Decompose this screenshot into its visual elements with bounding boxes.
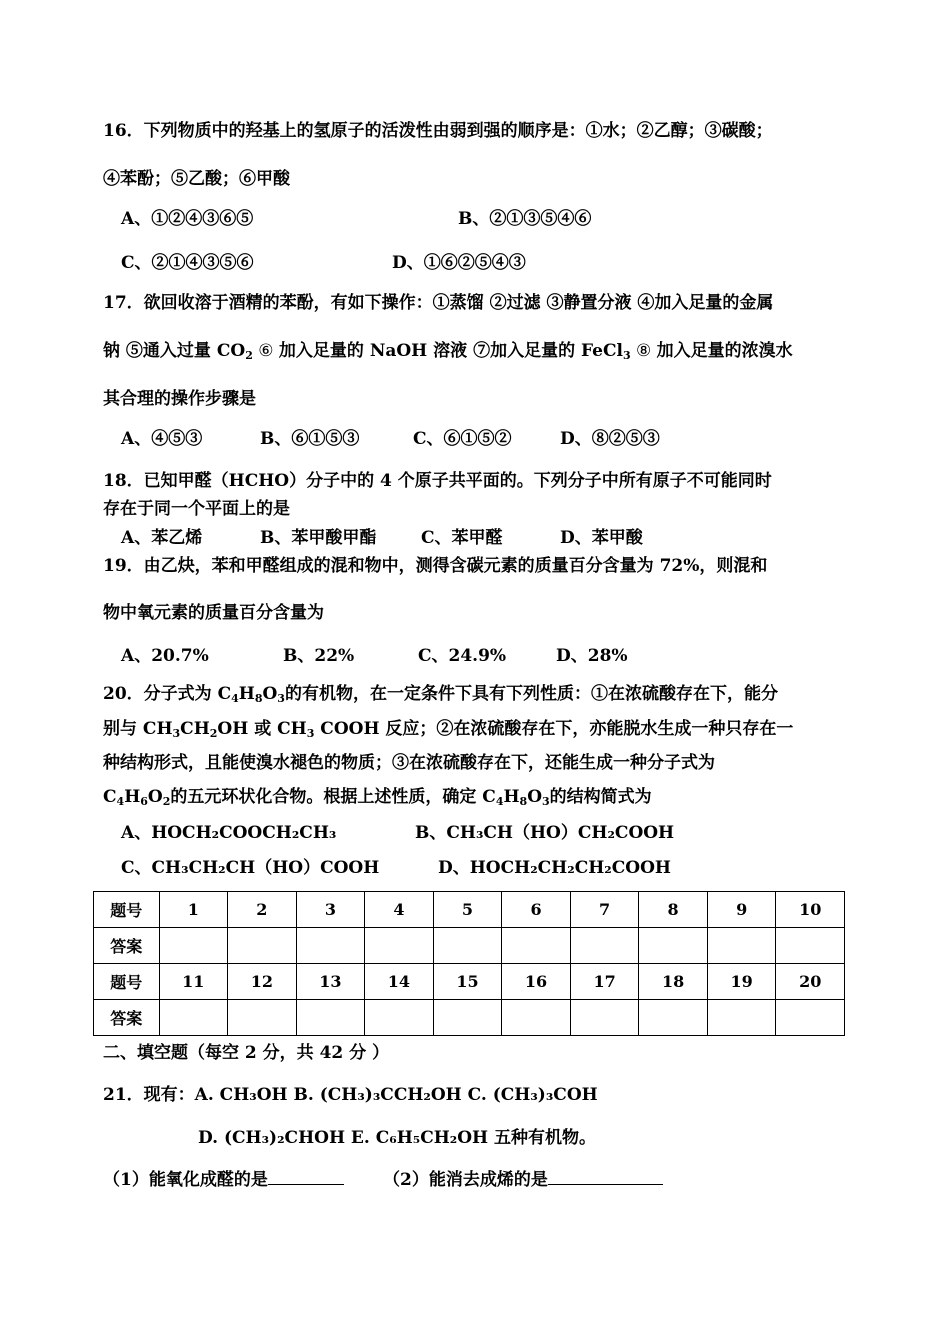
answer-cell[interactable]: [159, 1000, 228, 1036]
answer-cell[interactable]: [433, 928, 502, 964]
number-cell: 19: [707, 964, 776, 1000]
answer-cell[interactable]: [707, 928, 776, 964]
q20-line3: 种结构形式，且能使溴水褪色的物质；③在浓硫酸存在下，还能生成一种分子式为: [103, 753, 715, 773]
q16-option-b: B、②①③⑤④⑥: [458, 209, 592, 229]
header-cell: 答案: [94, 928, 160, 964]
q16-line2: ④苯酚；⑤乙酸；⑥甲酸: [103, 169, 290, 189]
q16-option-d: D、①⑥②⑤④③: [392, 253, 526, 273]
number-cell: 6: [502, 892, 571, 928]
answer-cell[interactable]: [639, 928, 708, 964]
blank-1[interactable]: [268, 1168, 344, 1185]
answer-cell[interactable]: [776, 928, 845, 964]
q16-line1: 16．下列物质中的羟基上的氢原子的活泼性由弱到强的顺序是：①水；②乙醇；③碳酸；: [103, 121, 773, 141]
table-row-numbers-1: [94, 892, 845, 928]
number-cell: 1: [159, 892, 228, 928]
number-cell: 16: [502, 964, 571, 1000]
answer-cell[interactable]: [296, 1000, 365, 1036]
q21-line1: 21．现有：A. CH₃OH B. (CH₃)₃CCH₂OH C. (CH₃)₃COH: [103, 1085, 598, 1105]
q21-line2: D. (CH₃)₂CHOH E. C₆H₅CH₂OH 五种有机物。: [198, 1128, 597, 1148]
table-row-answers-1: [94, 928, 845, 964]
answer-cell[interactable]: [776, 1000, 845, 1036]
q19-line2: 物中氧元素的质量百分含量为: [103, 603, 324, 623]
number-cell: 3: [296, 892, 365, 928]
answer-cell[interactable]: [502, 928, 571, 964]
q20-line1: 20．分子式为 $C_4H_8O_3$的有机物，在一定条件下具有下列性质：①在浓硫酸存在下，能分: [103, 684, 778, 705]
header-cell: 题号: [94, 964, 160, 1000]
q17-option-a: A、④⑤③: [121, 429, 203, 449]
header-cell: 题号: [94, 892, 160, 928]
q18-option-a: A、苯乙烯: [121, 528, 203, 548]
q18-line2: 存在于同一个平面上的是: [103, 499, 290, 519]
number-cell: 2: [228, 892, 297, 928]
number-cell: 4: [365, 892, 434, 928]
number-cell: 18: [639, 964, 708, 1000]
q21-sub1: （1）能氧化成醛的是: [103, 1168, 344, 1191]
q20-line4: $C_4H_6O_2$的五元环状化合物。根据上述性质，确定 $C_4H_8O_3$的结构简式为: [103, 787, 652, 808]
answer-cell[interactable]: [365, 1000, 434, 1036]
answer-cell[interactable]: [570, 928, 639, 964]
q19-option-b: B、22%: [283, 646, 355, 666]
q20-option-d: D、HOCH₂CH₂CH₂COOH: [438, 858, 671, 878]
q17-option-d: D、⑧②⑤③: [560, 429, 660, 449]
number-cell: 12: [228, 964, 297, 1000]
number-cell: 15: [433, 964, 502, 1000]
q19-line1: 19．由乙炔，苯和甲醛组成的混和物中，测得含碳元素的质量百分含量为 72%，则混和: [103, 556, 768, 576]
number-cell: 13: [296, 964, 365, 1000]
answer-cell[interactable]: [502, 1000, 571, 1036]
q20-option-b: B、CH₃CH（HO）CH₂COOH: [415, 823, 675, 843]
q17-line1: 17．欲回收溶于酒精的苯酚，有如下操作：①蒸馏 ②过滤 ③静置分液 ④加入足量的金属: [103, 293, 774, 313]
answer-cell[interactable]: [228, 928, 297, 964]
table-row-numbers-2: [94, 964, 845, 1000]
q20-option-a: A、HOCH₂COOCH₂CH₃: [121, 823, 337, 843]
q18-option-d: D、苯甲酸: [560, 528, 643, 548]
section-heading-fill-in: 二、填空题（每空 2 分，共 42 分 ）: [103, 1043, 390, 1063]
q16-option-c: C、②①④③⑤⑥: [121, 253, 254, 273]
answer-cell[interactable]: [707, 1000, 776, 1036]
answer-cell[interactable]: [570, 1000, 639, 1036]
q18-option-c: C、苯甲醛: [421, 528, 503, 548]
answer-cell[interactable]: [159, 928, 228, 964]
table-row-answers-2: [94, 1000, 845, 1036]
q20-line2: 别与 $CH_3CH_2OH$ 或 $CH_3$ COOH 反应；②在浓硫酸存在下，亦能脱水生成一种只存在一: [103, 719, 794, 740]
number-cell: 11: [159, 964, 228, 1000]
q19-option-c: C、24.9%: [418, 646, 507, 666]
q18-line1: 18．已知甲醛（HCHO）分子中的 4 个原子共平面的。下列分子中所有原子不可能同时: [103, 471, 772, 491]
q19-option-d: D、28%: [556, 646, 628, 666]
q17-option-b: B、⑥①⑤③: [260, 429, 360, 449]
answer-cell[interactable]: [296, 928, 365, 964]
header-cell: 答案: [94, 1000, 160, 1036]
number-cell: 8: [639, 892, 708, 928]
q19-option-a: A、20.7%: [121, 646, 209, 666]
q17-line3: 其合理的操作步骤是: [103, 389, 256, 409]
q17-option-c: C、⑥①⑤②: [413, 429, 512, 449]
answer-cell[interactable]: [228, 1000, 297, 1036]
number-cell: 9: [707, 892, 776, 928]
number-cell: 10: [776, 892, 845, 928]
q16-option-a: A、①②④③⑥⑤: [121, 209, 254, 229]
number-cell: 20: [776, 964, 845, 1000]
answer-cell[interactable]: [365, 928, 434, 964]
q20-option-c: C、CH₃CH₂CH（HO）COOH: [121, 858, 380, 878]
number-cell: 5: [433, 892, 502, 928]
answer-cell[interactable]: [433, 1000, 502, 1036]
blank-2[interactable]: [548, 1168, 663, 1185]
q17-line2: 钠 ⑤通入过量 $CO_2$ ⑥ 加入足量的 NaOH 溶液 ⑦加入足量的 FeCl$_3$ ⑧ 加入足量的浓溴水: [103, 341, 793, 362]
answer-cell[interactable]: [639, 1000, 708, 1036]
q18-option-b: B、苯甲酸甲酯: [260, 528, 377, 548]
number-cell: 17: [570, 964, 639, 1000]
answer-table: [93, 891, 845, 1036]
q21-sub2: （2）能消去成烯的是: [383, 1168, 663, 1191]
number-cell: 7: [570, 892, 639, 928]
number-cell: 14: [365, 964, 434, 1000]
